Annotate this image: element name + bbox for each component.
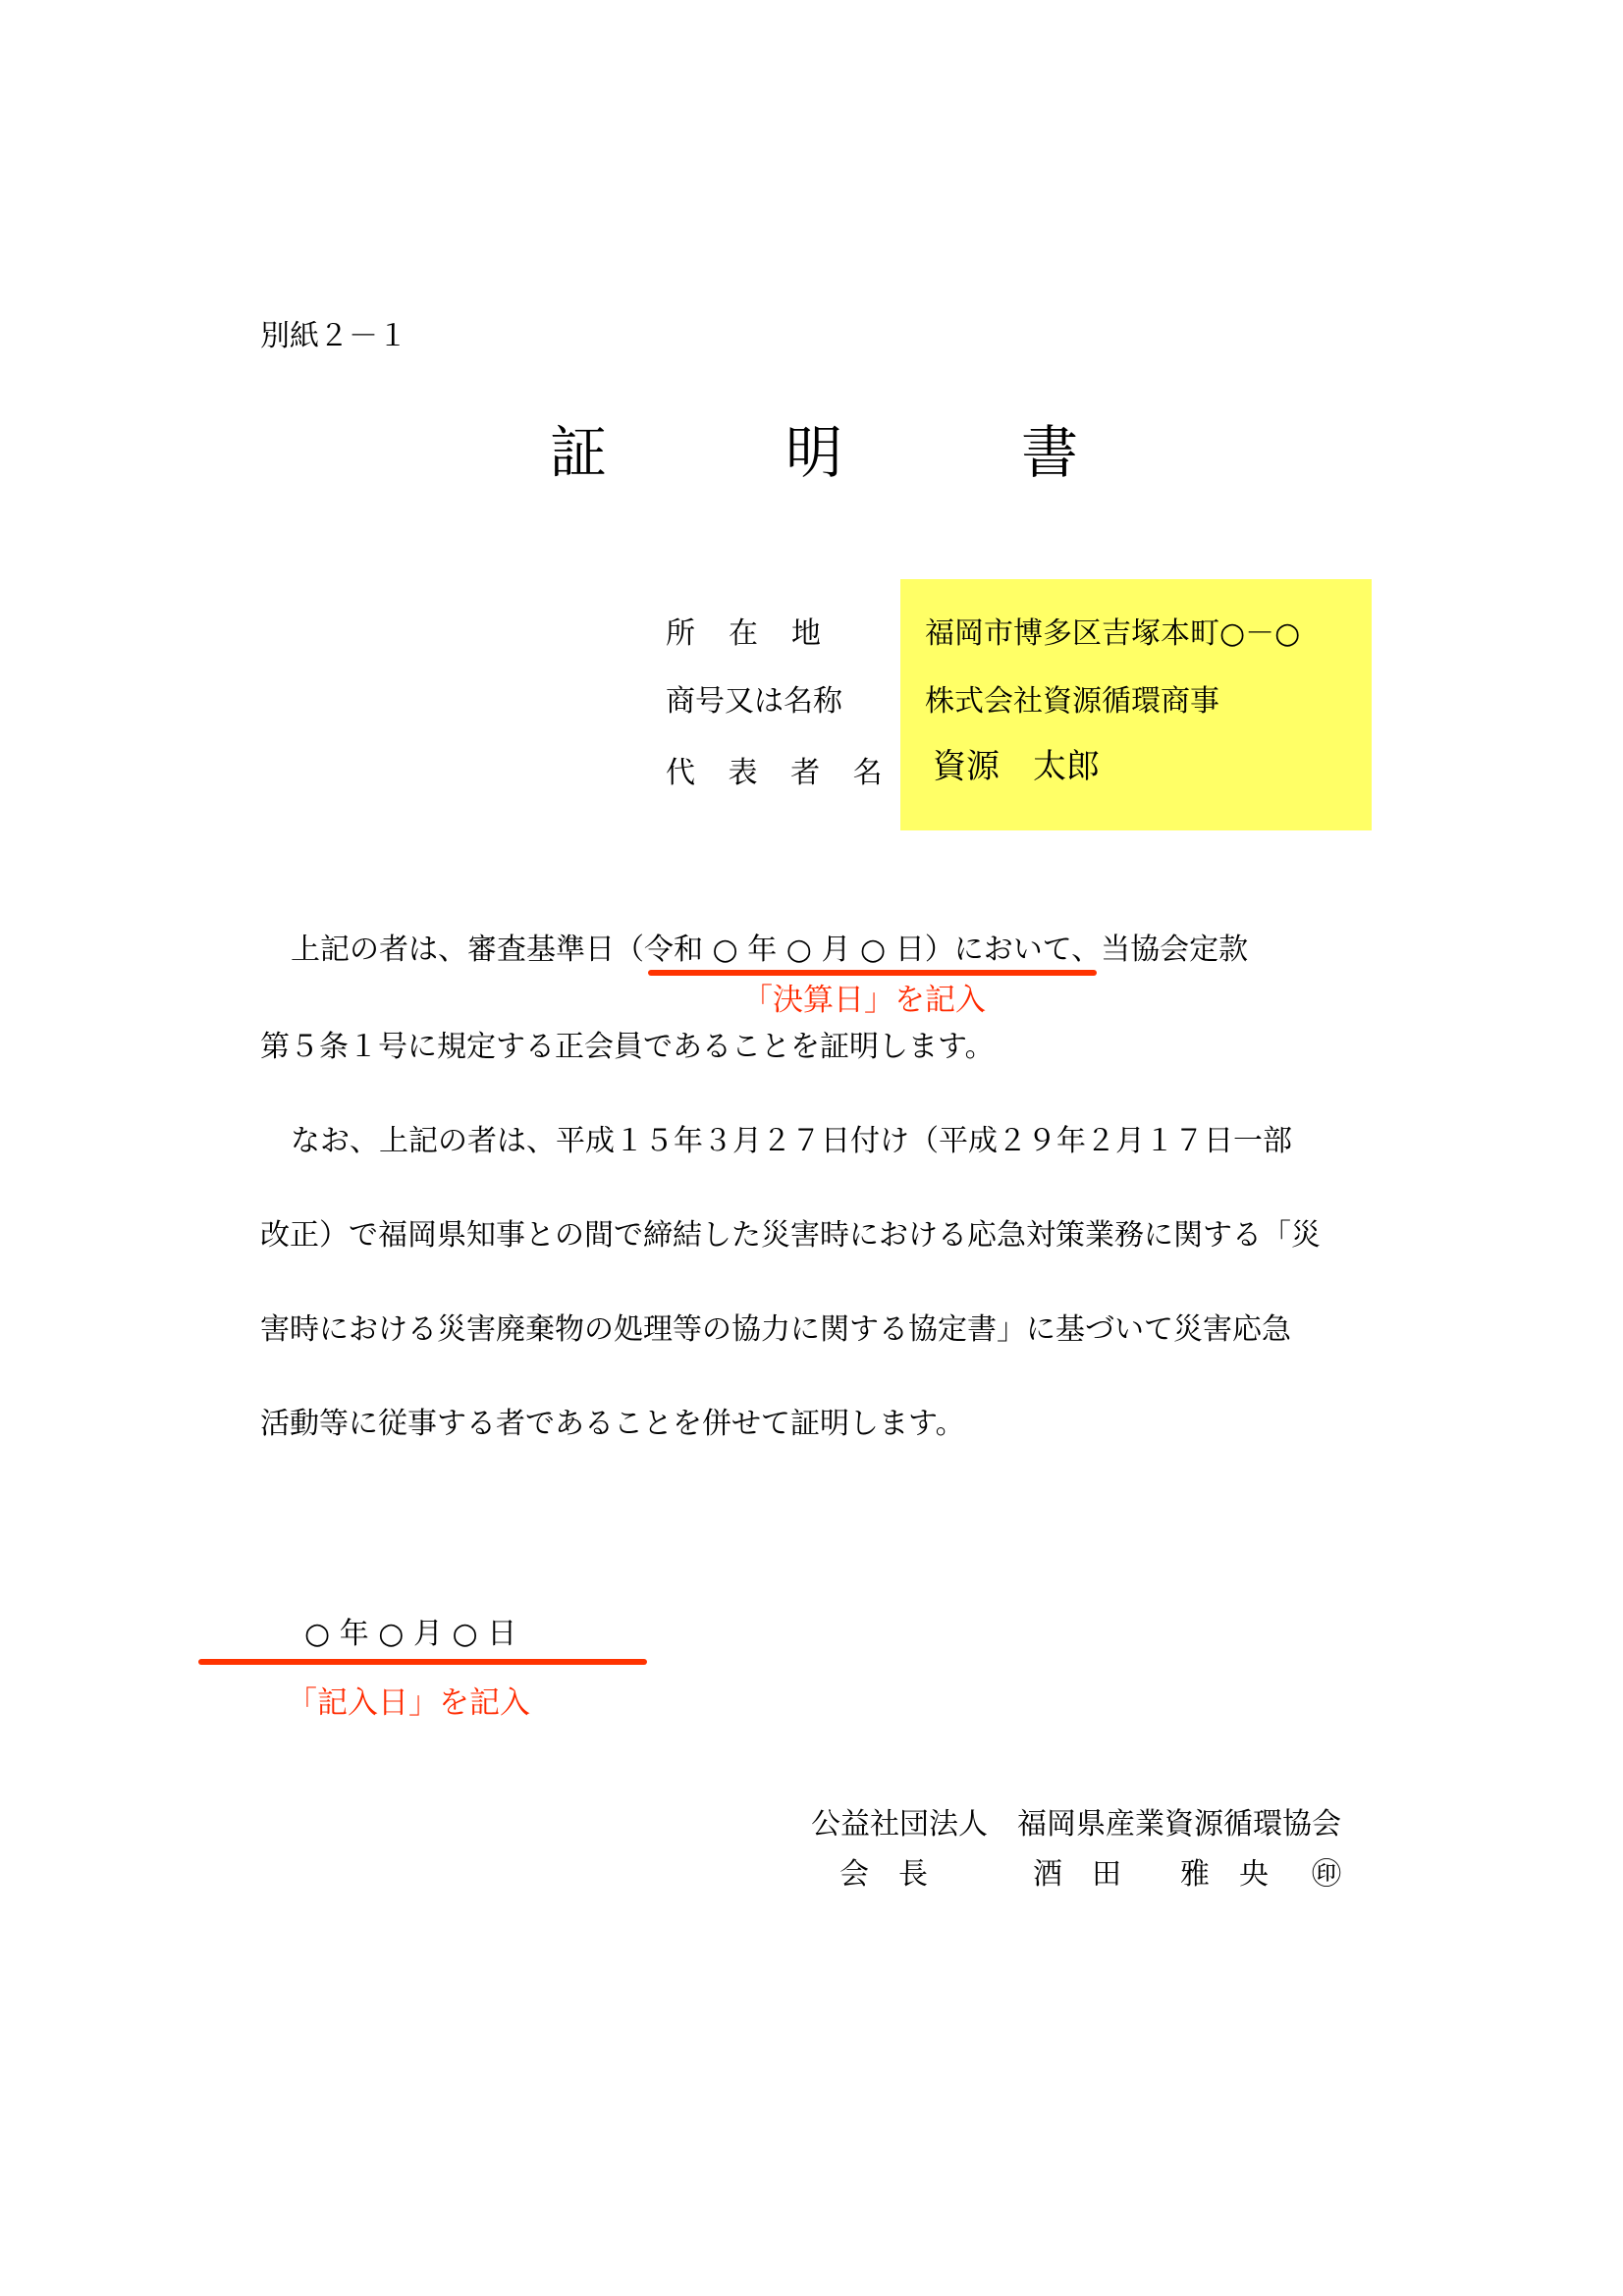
title-char-1: 証 [550, 419, 608, 486]
issuer-title: 会 長 [839, 1857, 928, 1892]
issue-date: ○ 年 ○ 月 ○ 日 [304, 1617, 517, 1651]
address-label: 所 在 地 [666, 616, 823, 651]
issue-date-underline [198, 1659, 647, 1665]
company-label: 商号又は名称 [666, 684, 842, 719]
company-value: 株式会社資源循環商事 [925, 684, 1219, 719]
settlement-date-note: 「決算日」を記入 [742, 983, 986, 1018]
issue-date-note: 「記入日」を記入 [287, 1685, 530, 1721]
paragraph2-line3: 害時における災害廃棄物の処理等の協力に関する協定書」に基づいて災害応急 [260, 1312, 1291, 1347]
issuer-organization: 公益社団法人 福岡県産業資源循環協会 [811, 1807, 1341, 1842]
title-char-3: 書 [1021, 419, 1079, 486]
document-reference: 別紙２－１ [260, 319, 407, 353]
paragraph1-line1: 上記の者は、審査基準日（令和 ○ 年 ○ 月 ○ 日）において、当協会定款 [291, 933, 1249, 967]
representative-value: 資源 太郎 [933, 747, 1100, 786]
issuer-name: 酒 田 雅 央 [1033, 1857, 1269, 1892]
address-value: 福岡市博多区吉塚本町○－○ [925, 616, 1301, 651]
paragraph2-line1: なお、上記の者は、平成１５年３月２７日付け（平成２９年２月１７日一部 [291, 1124, 1292, 1158]
paragraph2-line4: 活動等に従事する者であることを併せて証明します。 [260, 1407, 965, 1441]
seal-mark: ㊞ [1312, 1857, 1341, 1892]
title-char-2: 明 [785, 419, 843, 486]
representative-label: 代 表 者 名 [666, 756, 894, 790]
paragraph1-line2: 第５条１号に規定する正会員であることを証明します。 [260, 1030, 995, 1064]
paragraph2-line2: 改正）で福岡県知事との間で締結した災害時における応急対策業務に関する「災 [260, 1218, 1321, 1253]
page-title [550, 419, 1079, 486]
settlement-date-underline [648, 970, 1097, 976]
